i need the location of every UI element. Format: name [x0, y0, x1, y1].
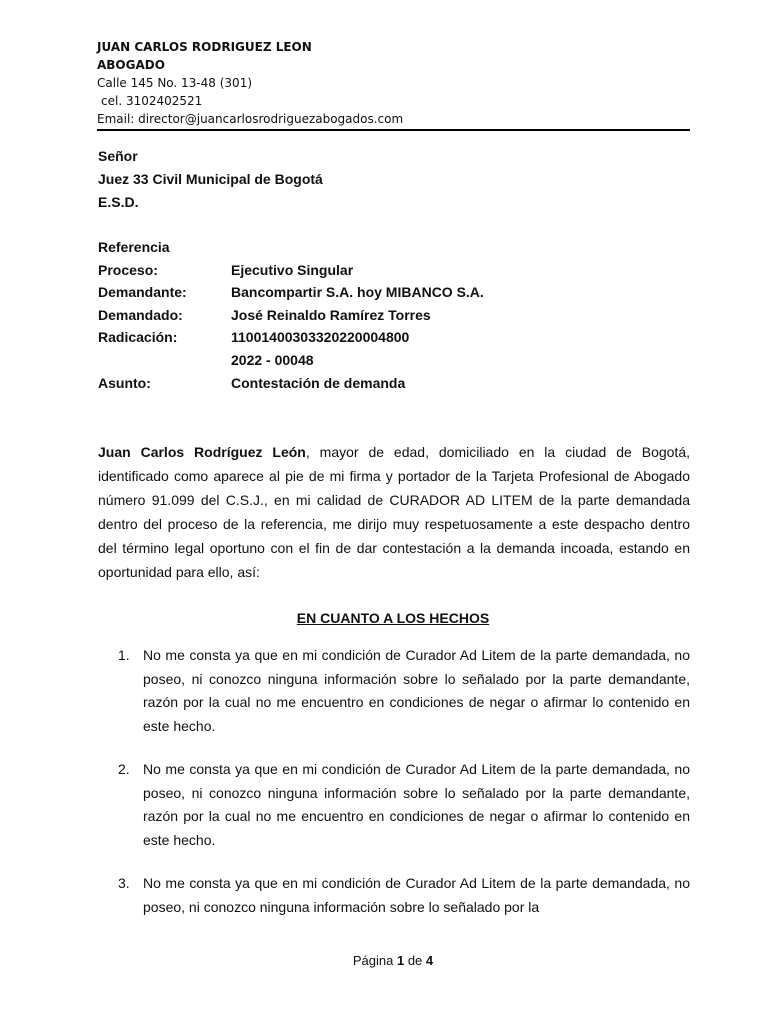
reference-value: 2022 - 00048	[231, 351, 314, 368]
reference-label: Radicación:	[98, 329, 178, 346]
reference-label: Proceso:	[98, 261, 158, 278]
judge-name: Juez 33 Civil Municipal de Bogotá	[98, 171, 323, 187]
reference-row	[98, 326, 484, 349]
current-page: 1	[396, 953, 405, 968]
reference-label	[98, 349, 231, 372]
esd-line: E.S.D.	[98, 194, 139, 210]
list-number: 2.	[118, 761, 130, 777]
total-pages: 4	[425, 953, 434, 968]
lawyer-name: JUAN CARLOS RODRIGUEZ LEON	[97, 40, 312, 54]
reference-label: Demandado:	[98, 306, 183, 323]
page-footer	[0, 953, 768, 968]
intro-paragraph	[98, 440, 690, 584]
letterhead	[97, 38, 690, 131]
page-word: Página	[352, 953, 394, 968]
reference-label: Asunto:	[98, 374, 151, 391]
list-text: No me consta ya que en mi condición de Curador Ad Litem de la parte demandada, no poseo, ni conozco ninguna información sobre lo señalado por la parte demandante, razón por la cual no me encuentro en condiciones de negar o afirmar lo contenido en este hecho.	[143, 647, 690, 734]
list-text: No me consta ya que en mi condición de Curador Ad Litem de la parte demandada, no poseo, ni conozco ninguna información sobre lo señalado por la	[143, 875, 690, 915]
reference-row	[98, 349, 484, 372]
reference-label: Demandante:	[98, 284, 187, 301]
list-item	[118, 644, 690, 738]
salutation: Señor	[98, 148, 138, 164]
reference-value: 11001400303320220004800	[231, 329, 410, 346]
reference-value: Ejecutivo Singular	[231, 261, 354, 278]
reference-value: Contestación de demanda	[231, 374, 406, 391]
list-number: 1.	[118, 647, 130, 663]
list-number: 3.	[118, 875, 130, 891]
reference-row	[98, 281, 484, 304]
facts-list	[118, 644, 690, 939]
reference-heading: Referencia	[98, 239, 170, 255]
reference-value: Bancompartir S.A. hoy MIBANCO S.A.	[231, 284, 484, 301]
list-item	[118, 872, 690, 919]
reference-row	[98, 372, 484, 395]
of-word: de	[407, 953, 423, 968]
intro-name: Juan Carlos Rodríguez León	[98, 444, 306, 460]
lawyer-phone: cel. 3102402521	[101, 94, 203, 108]
lawyer-email: Email: director@juancarlosrodriguezabogados.com	[97, 112, 404, 126]
reference-row	[98, 259, 484, 282]
lawyer-address: Calle 145 No. 13-48 (301)	[97, 76, 253, 90]
intro-text: , mayor de edad, domiciliado en la ciudad de Bogotá, identificado como aparece al pie de mi firma y portador de la Tarjeta Profesional de Abogado número 91.099 del C.S.J., en mi calidad de CURADOR AD LITEM de la parte demandada dentro del proceso de la referencia, me dirijo muy respetuosamente a este despacho dentro del término legal oportuno con el fin de dar contestación a la demanda incoada, estando en oportunidad para ello, así:	[98, 444, 690, 580]
lawyer-profession: ABOGADO	[97, 58, 165, 72]
section-title: EN CUANTO A LOS HECHOS	[296, 610, 490, 626]
reference-row	[98, 304, 484, 327]
reference-block	[98, 236, 484, 394]
reference-value: José Reinaldo Ramírez Torres	[231, 306, 431, 323]
list-text: No me consta ya que en mi condición de Curador Ad Litem de la parte demandada, no poseo, ni conozco ninguna información sobre lo señalado por la parte demandante, razón por la cual no me encuentro en condiciones de negar o afirmar lo contenido en este hecho.	[143, 761, 690, 848]
addressee-block	[98, 145, 323, 214]
list-item	[118, 758, 690, 852]
